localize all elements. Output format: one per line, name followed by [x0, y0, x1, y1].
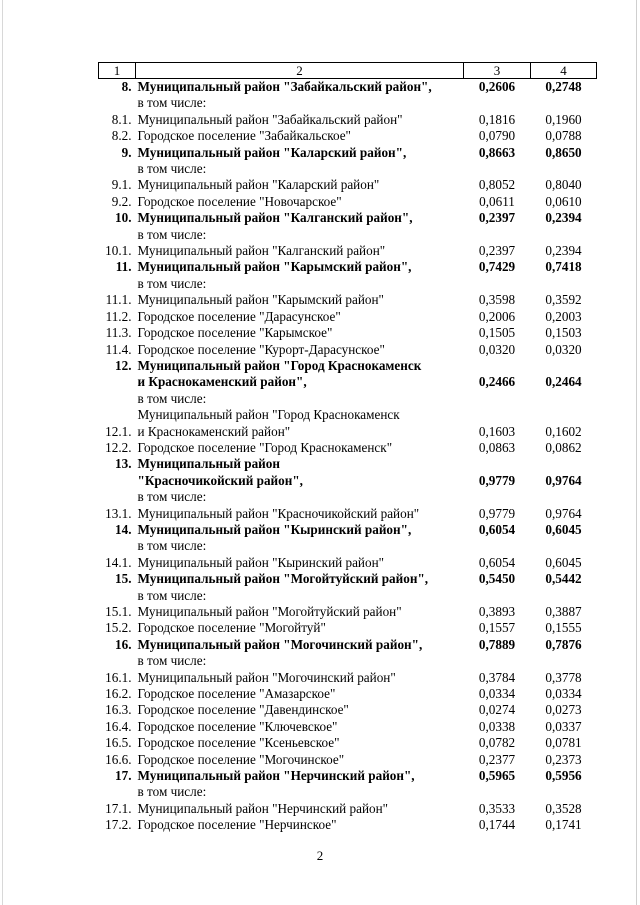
row-name-line: и Краснокаменский район", [137, 374, 307, 390]
value-col-4 [531, 325, 597, 341]
row-name [136, 358, 464, 407]
value-text: 0,1960 [545, 111, 582, 127]
row-name-line: "Красночикойский район", [137, 472, 303, 488]
row-name-line: Муниципальный район "Калганский район" [137, 243, 386, 259]
row-number: 17.1. [105, 800, 132, 816]
value-col-4 [531, 259, 597, 292]
row-name-line: Городское поселение "Могочинское" [137, 751, 345, 767]
table-row [99, 604, 597, 620]
value-text: 0,9764 [545, 505, 582, 521]
value-col-3 [464, 342, 531, 358]
row-number: 9.2. [111, 193, 132, 209]
section-row [99, 571, 597, 604]
row-number: 8.2. [111, 128, 132, 144]
value-text: 0,1603 [478, 423, 516, 439]
value-col-4 [531, 342, 597, 358]
value-col-4 [531, 686, 597, 702]
row-number: 16.5. [105, 735, 132, 751]
value-col-3 [464, 79, 531, 112]
value-col-3 [464, 686, 531, 702]
value-col-3 [464, 194, 531, 210]
value-col-4 [531, 735, 597, 751]
value-col-4 [531, 768, 597, 801]
row-number: 8.1. [111, 111, 132, 127]
value-text: 0,2006 [478, 308, 516, 324]
row-name [136, 112, 464, 128]
row-name-line: Городское поселение "Курорт-Дарасунское" [137, 341, 385, 357]
row-name-line: Муниципальный район "Нерчинский район", [137, 768, 415, 784]
value-col-3 [464, 735, 531, 751]
value-col-3 [464, 407, 531, 440]
value-col-4 [531, 177, 597, 193]
value-text: 0,2373 [545, 751, 582, 767]
value-text: 0,6054 [478, 554, 516, 570]
value-col-3 [464, 358, 531, 407]
section-row [99, 210, 597, 243]
value-col-4 [531, 456, 597, 505]
section-row [99, 259, 597, 292]
table-row [99, 555, 597, 571]
value-text: 0,1503 [545, 325, 582, 341]
value-col-3 [464, 768, 531, 801]
value-col-4 [531, 801, 597, 817]
table-row [99, 292, 597, 308]
value-text: 0,1741 [545, 817, 582, 833]
value-text: 0,0781 [545, 735, 582, 751]
row-name [136, 735, 464, 751]
including-label: в том числе: [137, 538, 207, 554]
row-name-line: Городское поселение "Ключевское" [137, 718, 338, 734]
including-label: в том числе: [137, 226, 207, 242]
table-row [99, 620, 597, 636]
value-col-4 [531, 522, 597, 555]
value-text: 0,5442 [545, 571, 582, 587]
value-col-3 [464, 637, 531, 670]
section-row [99, 637, 597, 670]
value-col-3 [464, 112, 531, 128]
header-col-3: 3 [464, 63, 531, 79]
value-col-4 [531, 637, 597, 670]
value-text: 0,0788 [545, 128, 582, 144]
row-number: 10. [115, 210, 132, 226]
value-col-3 [464, 309, 531, 325]
value-text: 0,2748 [545, 79, 582, 94]
including-label: в том числе: [137, 489, 207, 505]
row-number: 11.3. [105, 325, 132, 341]
row-name-line: Муниципальный район "Кыринский район" [137, 554, 385, 570]
value-col-4 [531, 243, 597, 259]
row-number: 9.1. [111, 177, 132, 193]
row-number: 16.1. [105, 669, 132, 685]
including-label: в том числе: [137, 390, 207, 406]
row-name [136, 292, 464, 308]
row-number: 14.1. [105, 554, 132, 570]
row-number: 16.2. [105, 686, 132, 702]
table-row [99, 194, 597, 210]
row-name [136, 259, 464, 292]
table-row [99, 735, 597, 751]
row-number: 11.2. [105, 308, 132, 324]
row-name-line: Городское поселение "Дарасунское" [137, 308, 341, 324]
table-body [99, 79, 597, 834]
value-text: 0,5956 [545, 768, 582, 784]
row-name [136, 604, 464, 620]
value-text: 0,9779 [478, 472, 516, 488]
table-row [99, 325, 597, 341]
row-name-line: Муниципальный район "Карымский район" [137, 292, 384, 308]
value-text: 0,8040 [545, 177, 582, 193]
row-name-line: Муниципальный район "Забайкальский район" [137, 111, 403, 127]
row-name-line: Муниципальный район "Нерчинский район" [137, 800, 389, 816]
value-col-4 [531, 719, 597, 735]
value-col-4 [531, 817, 597, 833]
value-col-3 [464, 177, 531, 193]
table-row [99, 719, 597, 735]
row-name-line: Муниципальный район "Могочинский район", [137, 636, 423, 652]
value-col-3 [464, 259, 531, 292]
row-number: 16.6. [105, 751, 132, 767]
value-text: 0,2377 [478, 751, 516, 767]
value-text: 0,0274 [478, 702, 516, 718]
value-col-3 [464, 292, 531, 308]
row-name-line: Муниципальный район [137, 456, 280, 472]
row-name-line: Городское поселение "Нерчинское" [137, 817, 337, 833]
table-row [99, 342, 597, 358]
value-col-4 [531, 440, 597, 456]
row-number: 16.4. [105, 718, 132, 734]
row-name-line: Муниципальный район "Забайкальский район", [137, 79, 432, 94]
value-col-3 [464, 440, 531, 456]
value-text: 0,3592 [545, 292, 582, 308]
section-row [99, 79, 597, 112]
table-row [99, 407, 597, 440]
row-name [136, 177, 464, 193]
table-row [99, 817, 597, 833]
row-name-line: и Краснокаменский район" [137, 423, 291, 439]
value-text: 0,1744 [478, 817, 516, 833]
row-number: 16. [115, 636, 132, 652]
value-text: 0,2003 [545, 308, 582, 324]
value-text: 0,8663 [478, 144, 516, 160]
row-number: 15.2. [105, 620, 132, 636]
value-text: 0,0782 [478, 735, 516, 751]
scan-edge-left [2, 0, 3, 905]
value-text: 0,0338 [478, 718, 516, 734]
row-name [136, 243, 464, 259]
row-name [136, 571, 464, 604]
value-text: 0,6045 [545, 554, 582, 570]
row-name-line: Муниципальный район "Кыринский район", [137, 521, 412, 537]
value-text: 0,1602 [545, 423, 582, 439]
value-col-3 [464, 210, 531, 243]
value-text: 0,0863 [478, 439, 516, 455]
row-number: 11. [115, 259, 132, 275]
row-name [136, 145, 464, 178]
value-col-4 [531, 79, 597, 112]
row-name [136, 801, 464, 817]
row-name [136, 407, 464, 440]
row-number: 8. [121, 79, 132, 94]
value-text: 0,2397 [478, 210, 516, 226]
value-col-4 [531, 407, 597, 440]
row-name [136, 522, 464, 555]
value-text: 0,1557 [478, 620, 516, 636]
value-col-3 [464, 571, 531, 604]
table-row [99, 128, 597, 144]
value-text: 0,3778 [545, 669, 582, 685]
value-text: 0,1505 [478, 325, 516, 341]
section-row [99, 145, 597, 178]
value-col-3 [464, 801, 531, 817]
value-col-4 [531, 620, 597, 636]
value-col-3 [464, 620, 531, 636]
table-row [99, 752, 597, 768]
table-row [99, 801, 597, 817]
value-text: 0,0320 [545, 341, 582, 357]
row-name-line: Муниципальный район "Каларский район", [137, 144, 407, 160]
row-name [136, 620, 464, 636]
value-text: 0,1816 [478, 111, 516, 127]
row-name-line: Городское поселение "Ксеньевское" [137, 735, 340, 751]
row-name-line: Городское поселение "Могойтуй" [137, 620, 326, 636]
row-number: 16.3. [105, 702, 132, 718]
value-col-3 [464, 604, 531, 620]
row-name [136, 752, 464, 768]
value-col-4 [531, 358, 597, 407]
value-text: 0,6045 [545, 521, 582, 537]
row-number: 12.1. [105, 423, 132, 439]
value-col-4 [531, 128, 597, 144]
row-name [136, 342, 464, 358]
including-label: в том числе: [137, 95, 207, 111]
value-text: 0,3533 [478, 800, 516, 816]
value-col-3 [464, 325, 531, 341]
value-col-3 [464, 456, 531, 505]
table-row [99, 112, 597, 128]
row-name-line: Муниципальный район "Каларский район" [137, 177, 380, 193]
row-name-line: Муниципальный район "Город Краснокаменск [137, 407, 400, 423]
value-text: 0,3784 [478, 669, 516, 685]
value-col-4 [531, 555, 597, 571]
value-col-4 [531, 292, 597, 308]
value-text: 0,0862 [545, 439, 582, 455]
value-col-4 [531, 604, 597, 620]
value-col-3 [464, 522, 531, 555]
including-label: в том числе: [137, 653, 207, 669]
value-text: 0,1555 [545, 620, 582, 636]
value-text: 0,3598 [478, 292, 516, 308]
row-name [136, 506, 464, 522]
section-row [99, 768, 597, 801]
row-number: 13.1. [105, 505, 132, 521]
value-text: 0,2606 [478, 79, 516, 94]
row-name-line: Городское поселение "Новочарское" [137, 193, 342, 209]
including-label: в том числе: [137, 784, 207, 800]
value-text: 0,8052 [478, 177, 516, 193]
row-number: 15.1. [105, 604, 132, 619]
row-number: 17. [115, 768, 132, 784]
value-text: 0,2394 [545, 243, 582, 259]
header-col-1: 1 [99, 63, 136, 79]
value-text: 0,9779 [478, 505, 516, 521]
row-name [136, 79, 464, 112]
table-row [99, 440, 597, 456]
table-row [99, 309, 597, 325]
row-number: 12.2. [105, 439, 132, 455]
row-name-line: Муниципальный район "Калганский район", [137, 210, 413, 226]
value-col-4 [531, 702, 597, 718]
value-col-4 [531, 670, 597, 686]
value-col-3 [464, 719, 531, 735]
value-text: 0,0610 [545, 193, 582, 209]
value-text: 0,2397 [478, 243, 516, 259]
section-row [99, 358, 597, 407]
header-col-4: 4 [531, 63, 597, 79]
value-text: 0,7889 [478, 636, 516, 652]
value-text: 0,2394 [545, 210, 582, 226]
value-col-4 [531, 194, 597, 210]
value-text: 0,8650 [545, 144, 582, 160]
row-name [136, 719, 464, 735]
value-col-3 [464, 145, 531, 178]
value-text: 0,7429 [478, 259, 516, 275]
value-text: 0,0273 [545, 702, 582, 718]
table-row [99, 686, 597, 702]
value-col-3 [464, 243, 531, 259]
row-number: 15. [115, 571, 132, 587]
value-text: 0,0611 [479, 193, 515, 209]
allocation-table [98, 62, 597, 834]
including-label: в том числе: [137, 587, 207, 603]
row-name-line: Городское поселение "Давендинское" [137, 702, 349, 718]
row-name-line: Городское поселение "Амазарское" [137, 686, 336, 702]
row-number: 17.2. [105, 817, 132, 833]
including-label: в том числе: [137, 161, 207, 177]
row-name [136, 194, 464, 210]
row-name [136, 555, 464, 571]
table-row [99, 702, 597, 718]
value-col-3 [464, 670, 531, 686]
value-text: 0,5965 [478, 768, 516, 784]
value-col-4 [531, 571, 597, 604]
row-number: 14. [115, 521, 132, 537]
row-name [136, 670, 464, 686]
row-name [136, 309, 464, 325]
value-text: 0,0334 [545, 686, 582, 702]
row-number: 9. [121, 144, 132, 160]
row-name [136, 440, 464, 456]
value-col-4 [531, 112, 597, 128]
row-number: 11.4. [105, 341, 132, 357]
value-col-4 [531, 309, 597, 325]
row-name [136, 325, 464, 341]
row-name-line: Муниципальный район "Могойтуйский район", [137, 571, 429, 587]
value-col-3 [464, 506, 531, 522]
value-text: 0,9764 [545, 472, 582, 488]
value-text: 0,7876 [545, 636, 582, 652]
value-text: 0,2466 [478, 374, 516, 390]
row-name-line: Муниципальный район "Могочинский район" [137, 669, 396, 685]
row-name-line: Городское поселение "Город Краснокаменск" [137, 439, 393, 455]
row-number: 12. [115, 357, 132, 373]
table-header-row [99, 63, 597, 79]
value-text: 0,0320 [478, 341, 516, 357]
value-col-4 [531, 210, 597, 243]
value-text: 0,6054 [478, 521, 516, 537]
row-number: 11.1. [105, 292, 132, 308]
row-name-line: Муниципальный район "Город Краснокаменск [137, 357, 422, 373]
section-row [99, 456, 597, 505]
value-col-3 [464, 128, 531, 144]
row-name [136, 768, 464, 801]
value-col-3 [464, 752, 531, 768]
value-col-4 [531, 506, 597, 522]
table-row [99, 177, 597, 193]
value-text: 0,0790 [478, 128, 516, 144]
value-text: 0,5450 [478, 571, 516, 587]
value-text: 0,2464 [545, 374, 582, 390]
row-name [136, 128, 464, 144]
row-name [136, 637, 464, 670]
table-row [99, 670, 597, 686]
value-text: 0,0334 [478, 686, 516, 702]
row-name [136, 817, 464, 833]
table-row [99, 506, 597, 522]
row-name [136, 210, 464, 243]
including-label: в том числе: [137, 275, 207, 291]
section-row [99, 522, 597, 555]
page-number: 2 [316, 848, 324, 863]
value-text: 0,3893 [478, 604, 516, 619]
row-number: 10.1. [105, 243, 132, 259]
value-text: 0,0337 [545, 718, 582, 734]
table-row [99, 243, 597, 259]
row-name-line: Городское поселение "Карымское" [137, 325, 333, 341]
row-number: 13. [115, 456, 132, 472]
value-text: 0,7418 [545, 259, 582, 275]
value-col-3 [464, 555, 531, 571]
value-col-3 [464, 817, 531, 833]
value-col-3 [464, 702, 531, 718]
row-name [136, 686, 464, 702]
row-name-line: Муниципальный район "Красночикойский район" [137, 505, 420, 521]
value-text: 0,3887 [545, 604, 582, 619]
value-col-4 [531, 145, 597, 178]
row-name [136, 456, 464, 505]
row-name [136, 702, 464, 718]
header-col-2: 2 [136, 63, 464, 79]
scan-edge-right [636, 0, 637, 905]
row-name-line: Муниципальный район "Карымский район", [137, 259, 412, 275]
row-name-line: Городское поселение "Забайкальское" [137, 128, 351, 144]
row-name-line: Муниципальный район "Могойтуйский район" [137, 604, 402, 619]
value-col-4 [531, 752, 597, 768]
value-text: 0,3528 [545, 800, 582, 816]
